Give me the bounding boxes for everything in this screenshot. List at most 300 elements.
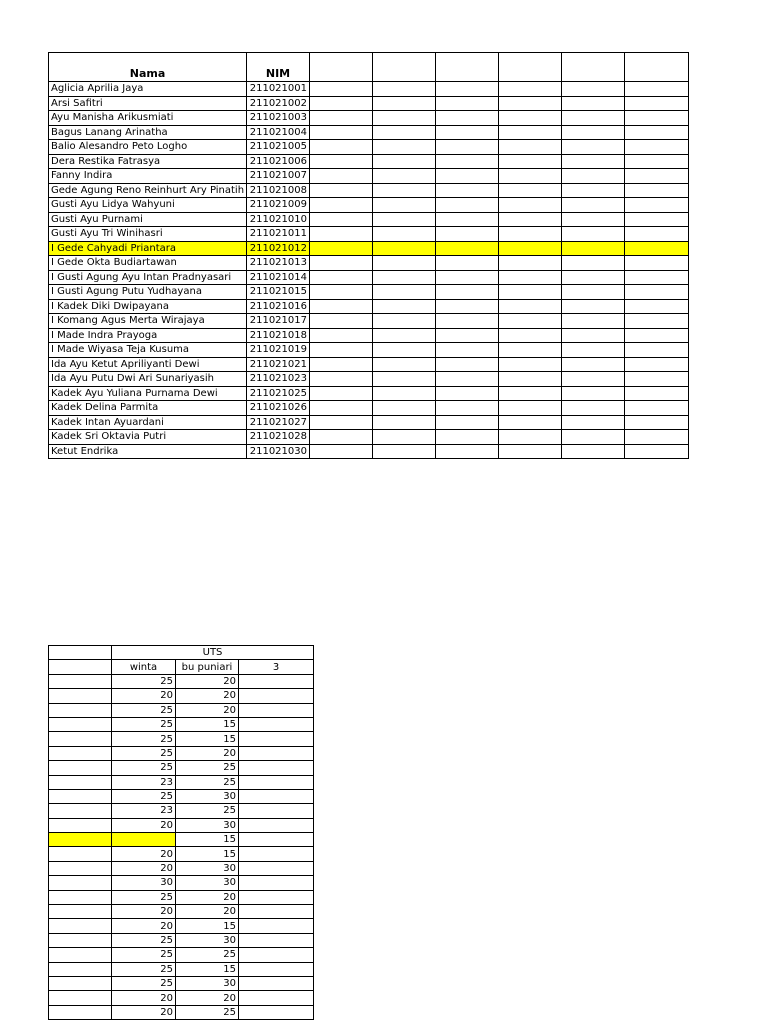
empty-cell[interactable]: [310, 198, 373, 213]
empty-header[interactable]: [562, 53, 625, 82]
empty-cell[interactable]: [499, 169, 562, 184]
winta-cell[interactable]: 25: [112, 933, 176, 947]
winta-cell[interactable]: 25: [112, 746, 176, 760]
nim-cell[interactable]: 211021009: [247, 198, 310, 213]
col-3-cell[interactable]: [239, 674, 314, 688]
empty-cell[interactable]: [436, 314, 499, 329]
empty-cell[interactable]: [499, 314, 562, 329]
empty-cell[interactable]: [499, 372, 562, 387]
empty-cell[interactable]: [310, 314, 373, 329]
blank-cell[interactable]: [49, 789, 112, 803]
bu-puniari-cell[interactable]: 15: [176, 962, 239, 976]
empty-cell[interactable]: [436, 198, 499, 213]
empty-cell[interactable]: [310, 415, 373, 430]
empty-cell[interactable]: [373, 357, 436, 372]
empty-cell[interactable]: [310, 444, 373, 459]
empty-cell[interactable]: [310, 183, 373, 198]
empty-cell[interactable]: [562, 444, 625, 459]
empty-cell[interactable]: [436, 299, 499, 314]
empty-cell[interactable]: [436, 125, 499, 140]
bu-puniari-cell[interactable]: 15: [176, 847, 239, 861]
col-3-cell[interactable]: [239, 861, 314, 875]
empty-cell[interactable]: [562, 415, 625, 430]
empty-cell[interactable]: [373, 227, 436, 242]
empty-header[interactable]: [499, 53, 562, 82]
nama-cell[interactable]: Dera Restika Fatrasya: [49, 154, 247, 169]
empty-cell[interactable]: [310, 372, 373, 387]
bu-puniari-cell[interactable]: 30: [176, 818, 239, 832]
blank-cell[interactable]: [49, 818, 112, 832]
empty-cell[interactable]: [562, 96, 625, 111]
bu-puniari-cell[interactable]: 15: [176, 833, 239, 847]
empty-cell[interactable]: [310, 357, 373, 372]
empty-cell[interactable]: [625, 415, 689, 430]
empty-cell[interactable]: [436, 328, 499, 343]
empty-cell[interactable]: [625, 125, 689, 140]
empty-cell[interactable]: [373, 444, 436, 459]
empty-cell[interactable]: [310, 169, 373, 184]
empty-cell[interactable]: [562, 343, 625, 358]
bu-puniari-cell[interactable]: 25: [176, 775, 239, 789]
col-3-header[interactable]: 3: [239, 660, 314, 674]
empty-cell[interactable]: [499, 111, 562, 126]
nim-cell[interactable]: 211021001: [247, 82, 310, 97]
empty-cell[interactable]: [436, 183, 499, 198]
empty-cell[interactable]: [625, 430, 689, 445]
empty-cell[interactable]: [625, 372, 689, 387]
blank-cell[interactable]: [49, 646, 112, 660]
empty-cell[interactable]: [373, 415, 436, 430]
empty-cell[interactable]: [373, 82, 436, 97]
nim-cell[interactable]: 211021028: [247, 430, 310, 445]
col-3-cell[interactable]: [239, 761, 314, 775]
blank-cell[interactable]: [49, 674, 112, 688]
empty-cell[interactable]: [562, 270, 625, 285]
nama-header[interactable]: Nama: [49, 53, 247, 82]
bu-puniari-cell[interactable]: 20: [176, 703, 239, 717]
bu-puniari-header[interactable]: bu puniari: [176, 660, 239, 674]
nim-cell[interactable]: 211021021: [247, 357, 310, 372]
empty-cell[interactable]: [499, 270, 562, 285]
winta-cell[interactable]: 20: [112, 689, 176, 703]
empty-cell[interactable]: [373, 183, 436, 198]
empty-cell[interactable]: [625, 270, 689, 285]
winta-header[interactable]: winta: [112, 660, 176, 674]
uts-group-header[interactable]: UTS: [112, 646, 314, 660]
empty-cell[interactable]: [373, 212, 436, 227]
winta-cell[interactable]: 25: [112, 976, 176, 990]
empty-cell[interactable]: [562, 328, 625, 343]
empty-cell[interactable]: [625, 169, 689, 184]
empty-cell[interactable]: [436, 96, 499, 111]
empty-cell[interactable]: [373, 154, 436, 169]
nim-cell[interactable]: 211021019: [247, 343, 310, 358]
winta-cell[interactable]: 30: [112, 876, 176, 890]
nama-cell[interactable]: Balio Alesandro Peto Logho: [49, 140, 247, 155]
empty-cell[interactable]: [499, 328, 562, 343]
nim-cell[interactable]: 211021026: [247, 401, 310, 416]
empty-header[interactable]: [436, 53, 499, 82]
blank-cell[interactable]: [49, 933, 112, 947]
empty-cell[interactable]: [625, 386, 689, 401]
empty-cell[interactable]: [310, 386, 373, 401]
empty-cell[interactable]: [373, 372, 436, 387]
empty-cell[interactable]: [310, 125, 373, 140]
empty-cell[interactable]: [625, 444, 689, 459]
nim-cell[interactable]: 211021010: [247, 212, 310, 227]
nim-cell[interactable]: 211021025: [247, 386, 310, 401]
empty-cell[interactable]: [373, 285, 436, 300]
empty-cell[interactable]: [436, 154, 499, 169]
empty-cell[interactable]: [310, 212, 373, 227]
empty-cell[interactable]: [373, 169, 436, 184]
empty-cell[interactable]: [436, 285, 499, 300]
blank-cell[interactable]: [49, 689, 112, 703]
empty-cell[interactable]: [625, 140, 689, 155]
nama-cell[interactable]: Gede Agung Reno Reinhurt Ary Pinatih: [49, 183, 247, 198]
empty-cell[interactable]: [436, 169, 499, 184]
empty-cell[interactable]: [436, 343, 499, 358]
empty-cell[interactable]: [499, 256, 562, 271]
col-3-cell[interactable]: [239, 789, 314, 803]
empty-cell[interactable]: [562, 212, 625, 227]
winta-cell[interactable]: 20: [112, 991, 176, 1005]
nama-cell[interactable]: Gusti Ayu Purnami: [49, 212, 247, 227]
blank-cell[interactable]: [49, 948, 112, 962]
empty-cell[interactable]: [373, 96, 436, 111]
nama-cell[interactable]: Arsi Safitri: [49, 96, 247, 111]
empty-cell[interactable]: [310, 270, 373, 285]
nim-header[interactable]: NIM: [247, 53, 310, 82]
empty-cell[interactable]: [499, 343, 562, 358]
nim-cell[interactable]: 211021023: [247, 372, 310, 387]
winta-cell[interactable]: 20: [112, 847, 176, 861]
bu-puniari-cell[interactable]: 20: [176, 905, 239, 919]
nim-cell[interactable]: 211021014: [247, 270, 310, 285]
empty-cell[interactable]: [373, 314, 436, 329]
empty-cell[interactable]: [625, 314, 689, 329]
empty-cell[interactable]: [562, 140, 625, 155]
empty-cell[interactable]: [499, 183, 562, 198]
blank-cell[interactable]: [49, 861, 112, 875]
empty-cell[interactable]: [436, 270, 499, 285]
nim-cell[interactable]: 211021027: [247, 415, 310, 430]
winta-cell[interactable]: 25: [112, 732, 176, 746]
col-3-cell[interactable]: [239, 876, 314, 890]
bu-puniari-cell[interactable]: 30: [176, 789, 239, 803]
bu-puniari-cell[interactable]: 25: [176, 761, 239, 775]
empty-cell[interactable]: [436, 256, 499, 271]
nim-cell[interactable]: 211021018: [247, 328, 310, 343]
nama-cell[interactable]: Kadek Ayu Yuliana Purnama Dewi: [49, 386, 247, 401]
nama-cell[interactable]: I Gede Cahyadi Priantara: [49, 241, 247, 256]
empty-cell[interactable]: [562, 154, 625, 169]
empty-cell[interactable]: [310, 430, 373, 445]
bu-puniari-cell[interactable]: 20: [176, 746, 239, 760]
empty-cell[interactable]: [310, 343, 373, 358]
bu-puniari-cell[interactable]: 25: [176, 1005, 239, 1019]
empty-cell[interactable]: [562, 183, 625, 198]
bu-puniari-cell[interactable]: 30: [176, 861, 239, 875]
winta-cell[interactable]: 20: [112, 1005, 176, 1019]
empty-cell[interactable]: [499, 125, 562, 140]
blank-cell[interactable]: [49, 976, 112, 990]
bu-puniari-cell[interactable]: 20: [176, 991, 239, 1005]
bu-puniari-cell[interactable]: 20: [176, 674, 239, 688]
empty-cell[interactable]: [373, 241, 436, 256]
empty-cell[interactable]: [625, 401, 689, 416]
bu-puniari-cell[interactable]: 30: [176, 876, 239, 890]
nama-cell[interactable]: Ida Ayu Putu Dwi Ari Sunariyasih: [49, 372, 247, 387]
winta-cell[interactable]: 20: [112, 861, 176, 875]
nama-cell[interactable]: Ida Ayu Ketut Apriliyanti Dewi: [49, 357, 247, 372]
empty-header[interactable]: [310, 53, 373, 82]
blank-cell[interactable]: [49, 717, 112, 731]
empty-cell[interactable]: [499, 82, 562, 97]
blank-cell[interactable]: [49, 703, 112, 717]
nama-cell[interactable]: Fanny Indira: [49, 169, 247, 184]
empty-cell[interactable]: [625, 111, 689, 126]
empty-cell[interactable]: [625, 212, 689, 227]
empty-cell[interactable]: [436, 357, 499, 372]
empty-cell[interactable]: [625, 183, 689, 198]
empty-cell[interactable]: [562, 386, 625, 401]
bu-puniari-cell[interactable]: 20: [176, 689, 239, 703]
empty-cell[interactable]: [562, 198, 625, 213]
empty-cell[interactable]: [436, 401, 499, 416]
blank-cell[interactable]: [49, 1005, 112, 1019]
nim-cell[interactable]: 211021002: [247, 96, 310, 111]
blank-cell[interactable]: [49, 732, 112, 746]
empty-cell[interactable]: [562, 314, 625, 329]
nama-cell[interactable]: Ketut Endrika: [49, 444, 247, 459]
empty-cell[interactable]: [562, 401, 625, 416]
empty-cell[interactable]: [499, 96, 562, 111]
bu-puniari-cell[interactable]: 15: [176, 732, 239, 746]
empty-cell[interactable]: [373, 343, 436, 358]
col-3-cell[interactable]: [239, 717, 314, 731]
nim-cell[interactable]: 211021015: [247, 285, 310, 300]
empty-cell[interactable]: [436, 241, 499, 256]
empty-cell[interactable]: [310, 241, 373, 256]
nama-cell[interactable]: Aglicia Aprilia Jaya: [49, 82, 247, 97]
col-3-cell[interactable]: [239, 905, 314, 919]
nim-cell[interactable]: 211021005: [247, 140, 310, 155]
nama-cell[interactable]: Kadek Sri Oktavia Putri: [49, 430, 247, 445]
empty-cell[interactable]: [373, 125, 436, 140]
empty-cell[interactable]: [562, 430, 625, 445]
winta-cell[interactable]: [112, 833, 176, 847]
blank-cell[interactable]: [49, 775, 112, 789]
empty-cell[interactable]: [499, 154, 562, 169]
empty-cell[interactable]: [373, 328, 436, 343]
winta-cell[interactable]: 23: [112, 804, 176, 818]
empty-cell[interactable]: [562, 82, 625, 97]
empty-cell[interactable]: [310, 256, 373, 271]
blank-cell[interactable]: [49, 876, 112, 890]
empty-cell[interactable]: [562, 227, 625, 242]
empty-cell[interactable]: [562, 372, 625, 387]
blank-cell[interactable]: [49, 746, 112, 760]
blank-cell[interactable]: [49, 890, 112, 904]
blank-cell[interactable]: [49, 847, 112, 861]
winta-cell[interactable]: 25: [112, 761, 176, 775]
winta-cell[interactable]: 25: [112, 948, 176, 962]
empty-cell[interactable]: [499, 415, 562, 430]
nim-cell[interactable]: 211021006: [247, 154, 310, 169]
empty-cell[interactable]: [310, 154, 373, 169]
nama-cell[interactable]: Bagus Lanang Arinatha: [49, 125, 247, 140]
col-3-cell[interactable]: [239, 818, 314, 832]
empty-cell[interactable]: [436, 82, 499, 97]
nim-cell[interactable]: 211021013: [247, 256, 310, 271]
empty-cell[interactable]: [310, 401, 373, 416]
empty-cell[interactable]: [373, 198, 436, 213]
empty-cell[interactable]: [625, 285, 689, 300]
bu-puniari-cell[interactable]: 25: [176, 804, 239, 818]
col-3-cell[interactable]: [239, 1005, 314, 1019]
empty-cell[interactable]: [310, 299, 373, 314]
nim-cell[interactable]: 211021030: [247, 444, 310, 459]
blank-cell[interactable]: [49, 660, 112, 674]
col-3-cell[interactable]: [239, 890, 314, 904]
col-3-cell[interactable]: [239, 833, 314, 847]
col-3-cell[interactable]: [239, 732, 314, 746]
empty-cell[interactable]: [562, 299, 625, 314]
nama-cell[interactable]: I Gusti Agung Putu Yudhayana: [49, 285, 247, 300]
blank-cell[interactable]: [49, 991, 112, 1005]
blank-cell[interactable]: [49, 804, 112, 818]
col-3-cell[interactable]: [239, 689, 314, 703]
winta-cell[interactable]: 23: [112, 775, 176, 789]
empty-cell[interactable]: [373, 430, 436, 445]
empty-cell[interactable]: [499, 212, 562, 227]
col-3-cell[interactable]: [239, 804, 314, 818]
empty-cell[interactable]: [373, 111, 436, 126]
empty-cell[interactable]: [499, 401, 562, 416]
empty-cell[interactable]: [310, 285, 373, 300]
empty-cell[interactable]: [625, 227, 689, 242]
nama-cell[interactable]: I Gusti Agung Ayu Intan Pradnyasari: [49, 270, 247, 285]
blank-cell[interactable]: [49, 761, 112, 775]
empty-cell[interactable]: [562, 256, 625, 271]
empty-cell[interactable]: [625, 82, 689, 97]
empty-cell[interactable]: [562, 357, 625, 372]
empty-cell[interactable]: [436, 372, 499, 387]
empty-cell[interactable]: [436, 111, 499, 126]
empty-cell[interactable]: [562, 125, 625, 140]
nim-cell[interactable]: 211021017: [247, 314, 310, 329]
empty-cell[interactable]: [310, 82, 373, 97]
empty-header[interactable]: [373, 53, 436, 82]
nama-cell[interactable]: Gusti Ayu Tri Winihasri: [49, 227, 247, 242]
empty-cell[interactable]: [625, 357, 689, 372]
col-3-cell[interactable]: [239, 991, 314, 1005]
winta-cell[interactable]: 25: [112, 962, 176, 976]
empty-cell[interactable]: [625, 328, 689, 343]
empty-cell[interactable]: [436, 430, 499, 445]
empty-cell[interactable]: [499, 227, 562, 242]
empty-cell[interactable]: [436, 140, 499, 155]
empty-cell[interactable]: [373, 270, 436, 285]
empty-cell[interactable]: [625, 343, 689, 358]
empty-cell[interactable]: [499, 285, 562, 300]
empty-cell[interactable]: [499, 198, 562, 213]
bu-puniari-cell[interactable]: 30: [176, 933, 239, 947]
empty-cell[interactable]: [373, 140, 436, 155]
nama-cell[interactable]: I Made Wiyasa Teja Kusuma: [49, 343, 247, 358]
empty-cell[interactable]: [562, 241, 625, 256]
col-3-cell[interactable]: [239, 948, 314, 962]
bu-puniari-cell[interactable]: 25: [176, 948, 239, 962]
bu-puniari-cell[interactable]: 15: [176, 717, 239, 731]
col-3-cell[interactable]: [239, 775, 314, 789]
empty-cell[interactable]: [373, 401, 436, 416]
empty-cell[interactable]: [499, 299, 562, 314]
nim-cell[interactable]: 211021012: [247, 241, 310, 256]
empty-cell[interactable]: [625, 154, 689, 169]
blank-cell[interactable]: [49, 833, 112, 847]
winta-cell[interactable]: 25: [112, 890, 176, 904]
col-3-cell[interactable]: [239, 962, 314, 976]
bu-puniari-cell[interactable]: 20: [176, 890, 239, 904]
nama-cell[interactable]: Kadek Delina Parmita: [49, 401, 247, 416]
empty-cell[interactable]: [310, 328, 373, 343]
col-3-cell[interactable]: [239, 746, 314, 760]
winta-cell[interactable]: 25: [112, 789, 176, 803]
winta-cell[interactable]: 25: [112, 703, 176, 717]
empty-cell[interactable]: [499, 430, 562, 445]
nim-cell[interactable]: 211021007: [247, 169, 310, 184]
blank-cell[interactable]: [49, 919, 112, 933]
empty-cell[interactable]: [625, 198, 689, 213]
nim-cell[interactable]: 211021004: [247, 125, 310, 140]
empty-cell[interactable]: [562, 285, 625, 300]
nim-cell[interactable]: 211021011: [247, 227, 310, 242]
empty-cell[interactable]: [499, 140, 562, 155]
winta-cell[interactable]: 20: [112, 905, 176, 919]
empty-cell[interactable]: [436, 415, 499, 430]
empty-cell[interactable]: [625, 241, 689, 256]
empty-cell[interactable]: [499, 357, 562, 372]
empty-cell[interactable]: [499, 241, 562, 256]
nama-cell[interactable]: I Kadek Diki Dwipayana: [49, 299, 247, 314]
empty-cell[interactable]: [373, 256, 436, 271]
nama-cell[interactable]: I Komang Agus Merta Wirajaya: [49, 314, 247, 329]
col-3-cell[interactable]: [239, 847, 314, 861]
col-3-cell[interactable]: [239, 919, 314, 933]
nama-cell[interactable]: I Made Indra Prayoga: [49, 328, 247, 343]
winta-cell[interactable]: 20: [112, 919, 176, 933]
empty-cell[interactable]: [310, 227, 373, 242]
winta-cell[interactable]: 20: [112, 818, 176, 832]
empty-cell[interactable]: [625, 256, 689, 271]
nama-cell[interactable]: I Gede Okta Budiartawan: [49, 256, 247, 271]
nim-cell[interactable]: 211021008: [247, 183, 310, 198]
nama-cell[interactable]: Kadek Intan Ayuardani: [49, 415, 247, 430]
empty-cell[interactable]: [562, 169, 625, 184]
bu-puniari-cell[interactable]: 15: [176, 919, 239, 933]
empty-cell[interactable]: [562, 111, 625, 126]
col-3-cell[interactable]: [239, 976, 314, 990]
empty-cell[interactable]: [625, 96, 689, 111]
empty-cell[interactable]: [310, 96, 373, 111]
nim-cell[interactable]: 211021016: [247, 299, 310, 314]
empty-cell[interactable]: [436, 386, 499, 401]
empty-cell[interactable]: [436, 227, 499, 242]
bu-puniari-cell[interactable]: 30: [176, 976, 239, 990]
col-3-cell[interactable]: [239, 933, 314, 947]
